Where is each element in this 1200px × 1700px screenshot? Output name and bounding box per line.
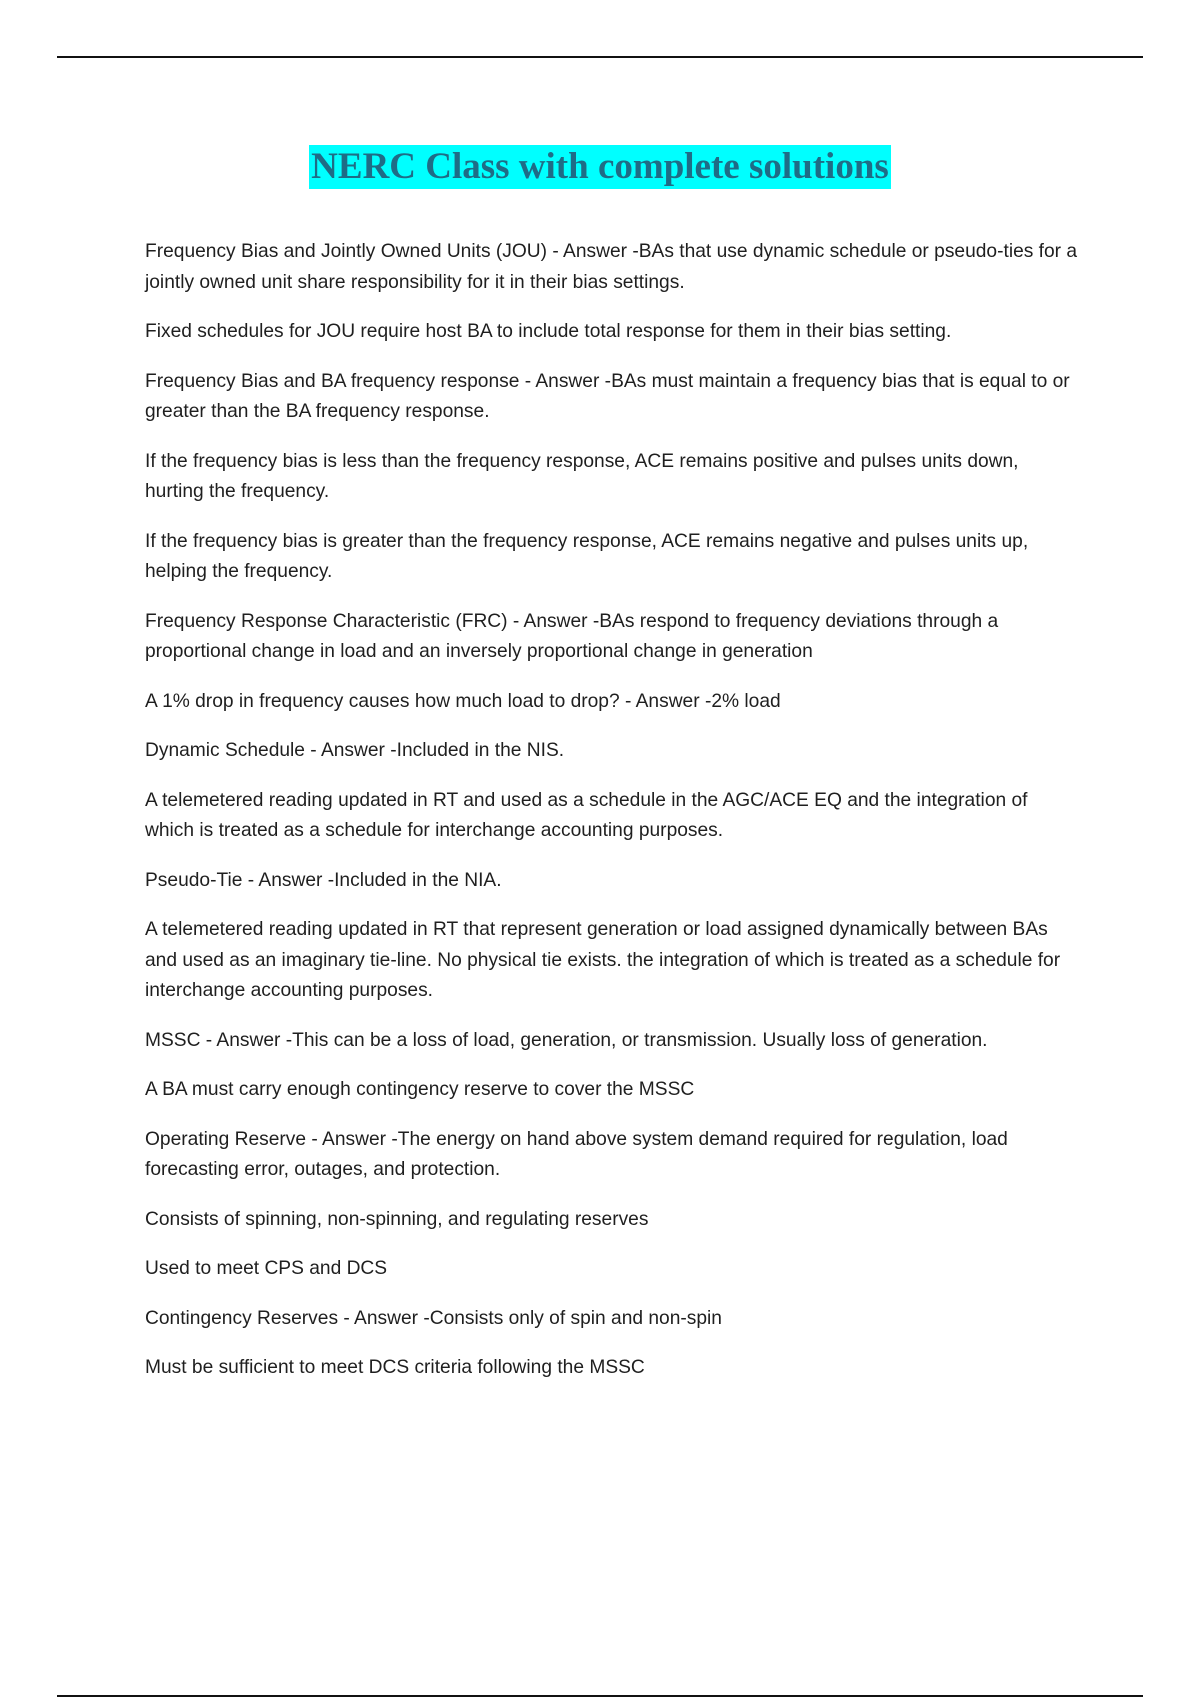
paragraph: Frequency Bias and Jointly Owned Units (JOU) - Answer -BAs that use dynamic schedule or pseudo-ties for a jointly owned unit share responsibility for it in their bias settings. (145, 241, 1078, 293)
paragraph: MSSC - Answer -This can be a loss of load, generation, or transmission. Usually loss of generation. (145, 1029, 988, 1051)
footer-rule (57, 1695, 1143, 1697)
paragraph: Frequency Bias and BA frequency response - Answer -BAs must maintain a frequency bias that is equal to or greater than the BA frequency response. (145, 370, 1070, 422)
paragraph: A 1% drop in frequency causes how much load to drop? - Answer -2% load (145, 690, 781, 712)
paragraph: If the frequency bias is greater than the frequency response, ACE remains negative and pulses units up, helping the frequency. (145, 530, 1029, 582)
title-container (0, 145, 1200, 189)
paragraph: Contingency Reserves - Answer -Consists only of spin and non-spin (145, 1307, 722, 1329)
paragraph: If the frequency bias is less than the frequency response, ACE remains positive and pulses units down, hurting the frequency. (145, 450, 1019, 502)
paragraph: Consists of spinning, non-spinning, and regulating reserves (145, 1208, 649, 1230)
paragraph: Frequency Response Characteristic (FRC) - Answer -BAs respond to frequency deviations through a proportional change in load and an inversely proportional change in generation (145, 610, 999, 662)
document-title: NERC Class with complete solutions (311, 146, 889, 187)
document-body (145, 237, 1080, 1403)
paragraph: Used to meet CPS and DCS (145, 1258, 388, 1279)
paragraph: A telemetered reading updated in RT that represent generation or load assigned dynamically between BAs and used as an imaginary tie-line. No physical tie exists. the integration of which is treated as a schedule for interchange accounting purposes. (145, 919, 1061, 1001)
paragraph: Operating Reserve - Answer -The energy on hand above system demand required for regulation, load forecasting error, outages, and protection. (145, 1128, 1008, 1180)
paragraph: A telemetered reading updated in RT and used as a schedule in the AGC/ACE EQ and the integration of which is treated as a schedule for interchange accounting purposes. (145, 789, 1028, 841)
paragraph: Fixed schedules for JOU require host BA to include total response for them in their bias setting. (145, 321, 952, 342)
paragraph: Pseudo-Tie - Answer -Included in the NIA. (145, 869, 502, 891)
paragraph: A BA must carry enough contingency reserve to cover the MSSC (145, 1079, 695, 1100)
paragraph: Must be sufficient to meet DCS criteria following the MSSC (145, 1357, 645, 1378)
header-rule (57, 56, 1143, 58)
paragraph: Dynamic Schedule - Answer -Included in the NIS. (145, 740, 565, 761)
